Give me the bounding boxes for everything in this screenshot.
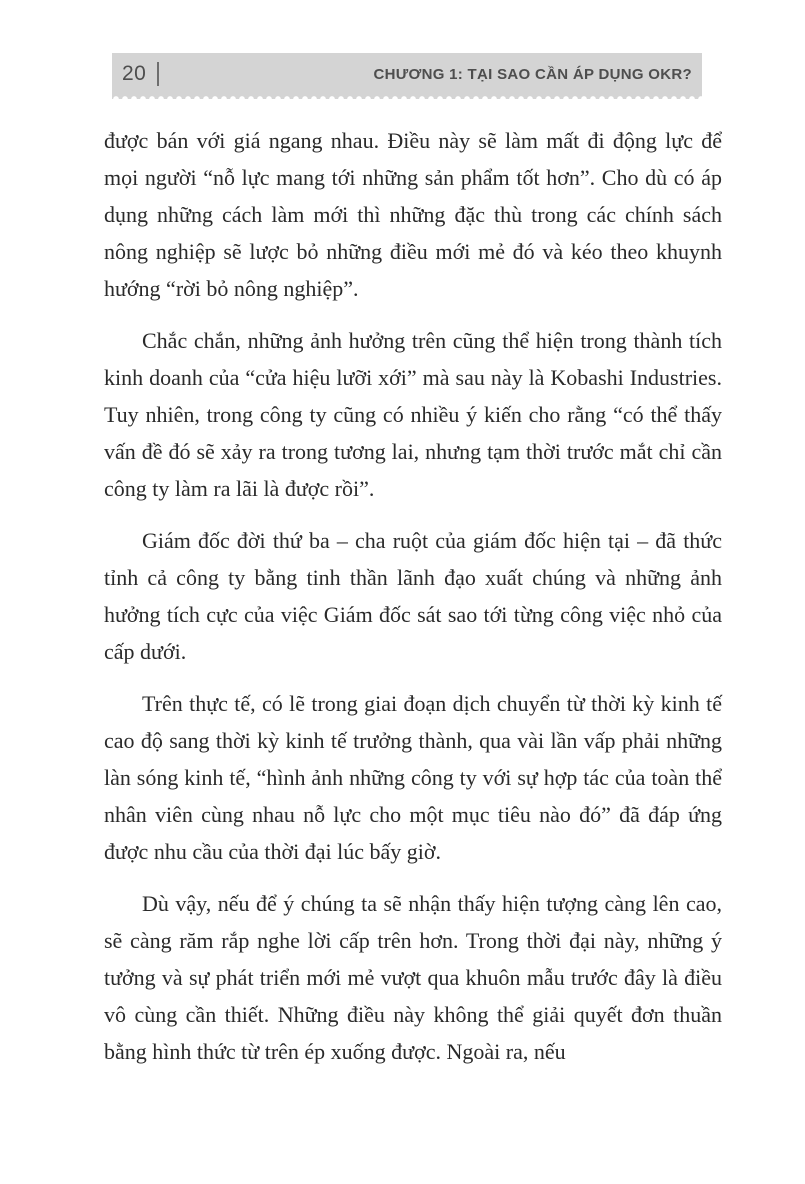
paragraph: Dù vậy, nếu để ý chúng ta sẽ nhận thấy hiện tượng càng lên cao, sẽ càng răm rắp nghe lời cấp trên hơn. Trong thời đại này, những ý tưởng và sự phát triển mới mẻ vượt qua khuôn mẫu trước đây là điều vô cùng cần thiết. Những điều này không thể giải quyết đơn thuần bằng hình thức từ trên ép xuống được. Ngoài ra, nếu	[104, 891, 722, 1064]
page-number: 20	[122, 62, 147, 85]
paragraph: được bán với giá ngang nhau. Điều này sẽ làm mất đi động lực để mọi người “nỗ lực mang tới những sản phẩm tốt hơn”. Cho dù có áp dụng những cách làm mới thì những đặc thù trong các chính sách nông nghiệp sẽ lược bỏ những điều mới mẻ đó và kéo theo khuynh hướng “rời bỏ nông nghiệp”.	[104, 128, 722, 301]
header-divider-bar	[157, 62, 159, 86]
chapter-title: CHƯƠNG 1: TẠI SAO CẦN ÁP DỤNG OKR?	[373, 65, 692, 83]
page-header	[112, 53, 702, 99]
paragraph: Trên thực tế, có lẽ trong giai đoạn dịch chuyển từ thời kỳ kinh tế cao độ sang thời kỳ kinh tế trưởng thành, qua vài lần vấp phải những làn sóng kinh tế, “hình ảnh những công ty với sự hợp tác của toàn thể nhân viên cùng nhau nỗ lực cho một mục tiêu nào đó” đã đáp ứng được nhu cầu của thời đại lúc bấy giờ.	[104, 691, 722, 864]
header-left	[122, 62, 159, 86]
paragraph: Giám đốc đời thứ ba – cha ruột của giám đốc hiện tại – đã thức tỉnh cả công ty bằng tinh thần lãnh đạo xuất chúng và những ảnh hưởng tích cực của việc Giám đốc sát sao tới từng công việc nhỏ của cấp dưới.	[104, 528, 722, 664]
page-body	[104, 122, 722, 1085]
paragraph: Chắc chắn, những ảnh hưởng trên cũng thể hiện trong thành tích kinh doanh của “cửa hiệu lưỡi xới” mà sau này là Kobashi Industries. Tuy nhiên, trong công ty cũng có nhiều ý kiến cho rằng “có thể thấy vấn đề đó sẽ xảy ra trong tương lai, nhưng tạm thời trước mắt chỉ cần công ty làm ra lãi là được rồi”.	[104, 328, 722, 501]
